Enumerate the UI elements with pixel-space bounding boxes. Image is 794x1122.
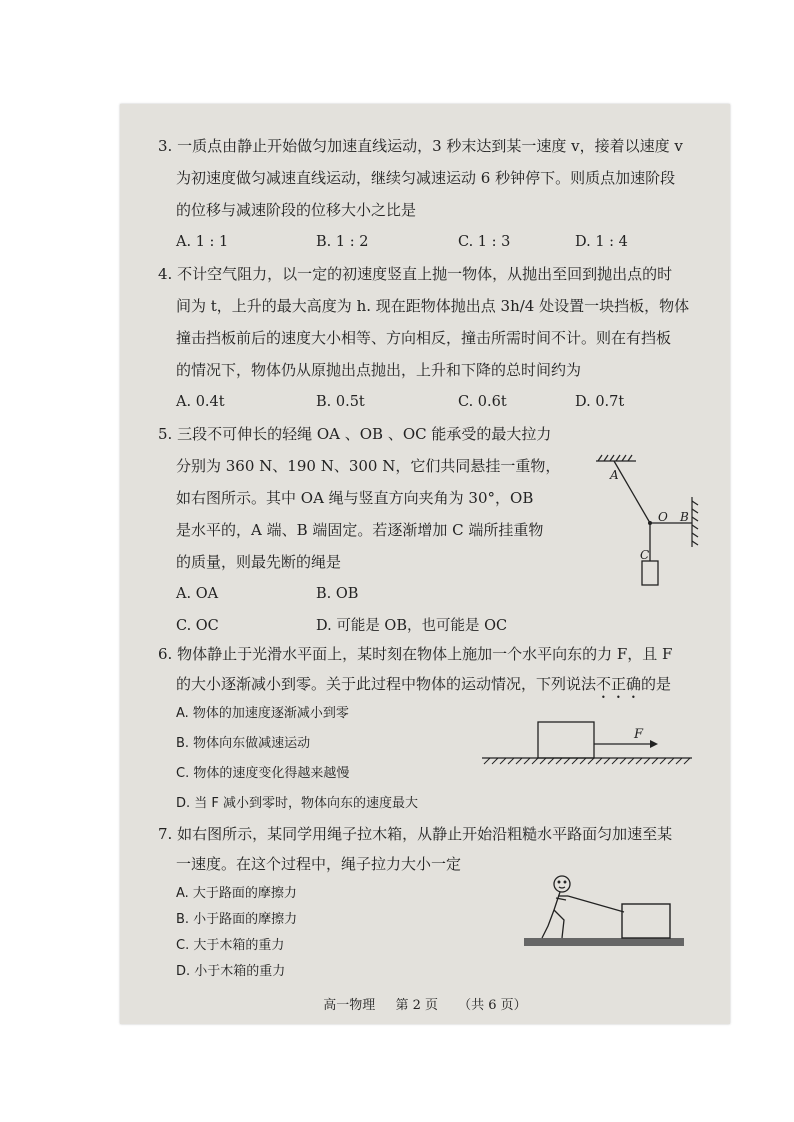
q7-line-2: 一速度。在这个过程中，绳子拉力大小一定	[176, 855, 462, 873]
q6-line-1: 6. 物体静止于光滑水平面上，某时刻在物体上施加一个水平向东的力 F，且 F	[158, 645, 673, 663]
q5-option-b: B. OB	[316, 586, 359, 602]
force-arrowhead	[650, 740, 658, 748]
q4-line-3: 撞击挡板前后的速度大小相等、方向相反，撞击所需时间不计。则在有挡板	[176, 329, 672, 347]
q4-option-a: A. 0.4t	[176, 394, 225, 410]
q7-pulling-diagram	[520, 864, 690, 954]
q5-line-2: 分别为 360 N、190 N、300 N，它们共同悬挂一重物，	[176, 457, 561, 475]
page-footer	[120, 994, 730, 1013]
q3-option-c: C. 1 : 3	[458, 234, 511, 250]
q6-line-2-post: 的是	[641, 675, 672, 693]
q7-option-c: C. 大于木箱的重力	[176, 938, 285, 953]
q5-option-c: C. OC	[176, 618, 219, 634]
exam-page	[120, 104, 730, 1024]
q6-emphasis: 不正确	[596, 675, 642, 693]
q7-option-b: B. 小于路面的摩擦力	[176, 912, 298, 927]
wooden-box	[622, 904, 670, 938]
q6-option-c: C. 物体的速度变化得越来越慢	[176, 766, 350, 781]
q3-line-2: 为初速度做匀减速直线运动，继续匀减速运动 6 秒钟停下。则质点加速阶段	[176, 169, 676, 187]
q3-option-a: A. 1 : 1	[176, 234, 229, 250]
q7-option-d: D. 小于木箱的重力	[176, 964, 286, 979]
footer-total-pages: （共 6 页）	[458, 998, 527, 1013]
road-surface	[524, 938, 684, 946]
q7-option-a: A. 大于路面的摩擦力	[176, 886, 297, 901]
q6-option-a: A. 物体的加速度逐渐减小到零	[176, 706, 349, 721]
q4-line-2: 间为 t，上升的最大高度为 h. 现在距物体抛出点 3h/4 处设置一块挡板，物体	[176, 297, 690, 315]
label-c: C	[640, 548, 650, 562]
q3-line-3: 的位移与减速阶段的位移大小之比是	[176, 201, 417, 219]
label-b: B	[680, 510, 689, 524]
q4-line-4: 的情况下，物体仍从原抛出点抛出，上升和下降的总时间约为	[176, 361, 582, 379]
q3-option-d: D. 1 : 4	[575, 234, 628, 250]
q3-option-b: B. 1 : 2	[316, 234, 369, 250]
rope-oa	[614, 461, 650, 523]
pulling-rope	[568, 896, 624, 912]
q5-option-d: D. 可能是 OB，也可能是 OC	[316, 618, 508, 634]
q6-option-d: D. 当 F 减小到零时，物体向东的速度最大	[176, 796, 419, 811]
q6-line-2-pre: 的大小逐渐减小到零。关于此过程中物体的运动情况，下列说法	[176, 675, 597, 693]
q6-line-2	[176, 674, 720, 702]
q6-option-b: B. 物体向东做减速运动	[176, 736, 311, 751]
q3-line-1: 3. 一质点由静止开始做匀加速直线运动，3 秒末达到某一速度 v，接着以速度 v	[158, 137, 683, 155]
ground-hatch	[484, 758, 690, 764]
knot-o	[648, 521, 652, 525]
footer-page-number: 第 2 页	[395, 998, 438, 1013]
ceiling-hatch	[596, 455, 636, 461]
right-wall	[692, 497, 698, 547]
label-a: A	[610, 468, 619, 482]
q4-option-b: B. 0.5t	[316, 394, 365, 410]
force-label: F	[634, 727, 644, 742]
q4-line-1: 4. 不计空气阻力，以一定的初速度竖直上抛一物体，从抛出至回到抛出点的时	[158, 265, 673, 283]
hanging-weight	[642, 561, 658, 585]
q5-line-3: 如右图所示。其中 OA 绳与竖直方向夹角为 30°，OB	[176, 489, 534, 507]
q5-rope-diagram	[590, 449, 720, 609]
q7-line-1: 7. 如右图所示，某同学用绳子拉木箱，从静止开始沿粗糙水平路面匀加速至某	[158, 825, 673, 843]
label-o: O	[658, 510, 668, 524]
q5-option-a: A. OA	[176, 586, 219, 602]
q5-line-4: 是水平的，A 端、B 端固定。若逐渐增加 C 端所挂重物	[176, 521, 544, 539]
q6-block-diagram	[480, 712, 700, 772]
q4-option-d: D. 0.7t	[575, 394, 625, 410]
footer-subject: 高一物理	[323, 998, 376, 1013]
q4-option-c: C. 0.6t	[458, 394, 507, 410]
q5-line-5: 的质量，则最先断的绳是	[176, 553, 342, 571]
person-icon	[542, 876, 570, 938]
block	[538, 722, 594, 758]
q5-line-1: 5. 三段不可伸长的轻绳 OA 、OB 、OC 能承受的最大拉力	[158, 425, 552, 443]
